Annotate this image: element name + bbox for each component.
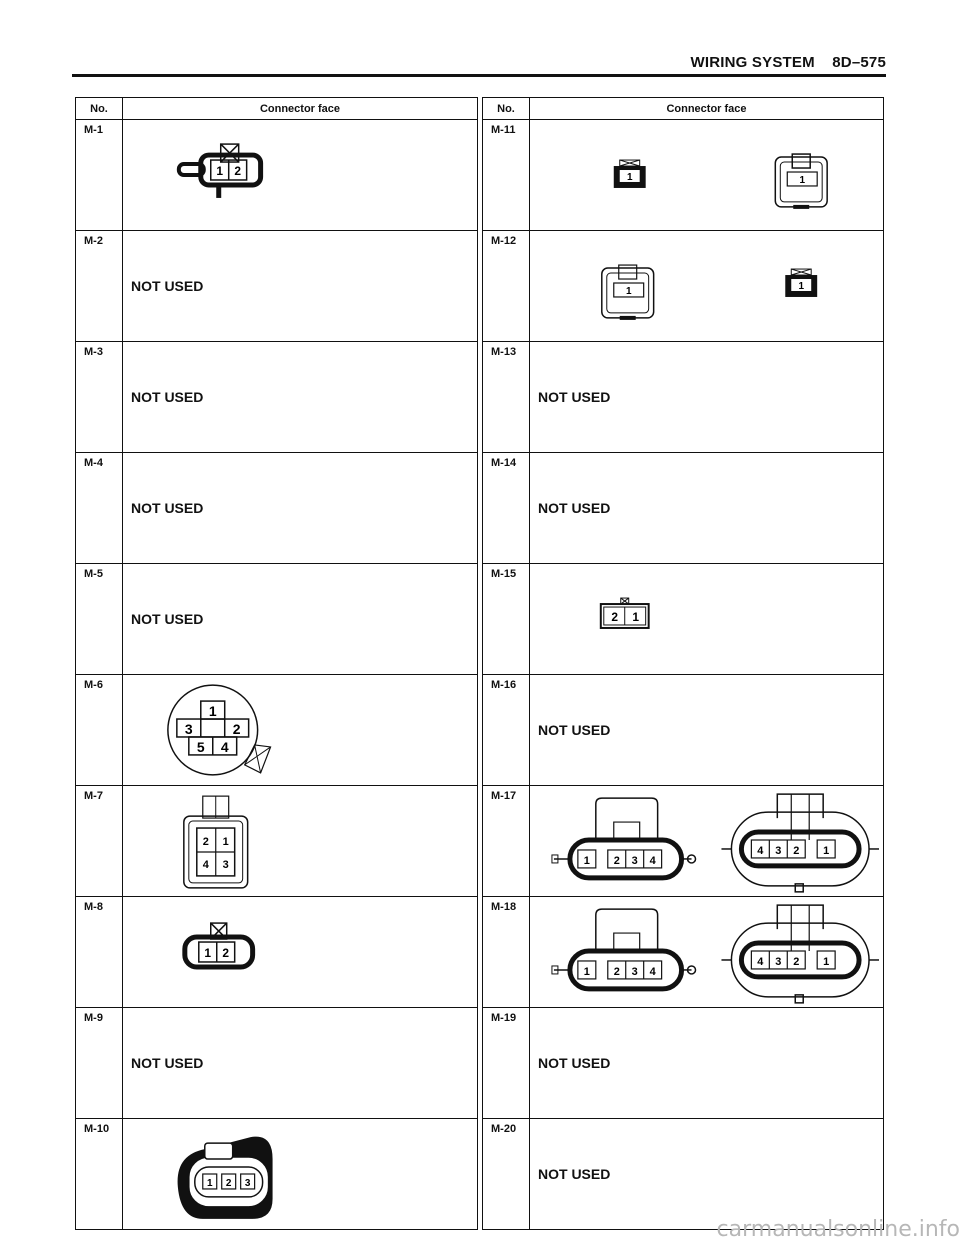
table-row bbox=[76, 1119, 884, 1230]
connector-face-m5 bbox=[123, 564, 478, 675]
connector-id: M-2 bbox=[76, 231, 123, 342]
not-used-label: NOT USED bbox=[538, 1055, 611, 1071]
pin-label: 1 bbox=[632, 609, 640, 624]
connector-5pin-round-icon bbox=[123, 675, 477, 785]
pin-label: 2 bbox=[793, 844, 800, 857]
connector-4pin-pair-icon bbox=[530, 897, 883, 1007]
connector-id: M-15 bbox=[483, 564, 530, 675]
connector-id: M-18 bbox=[483, 897, 530, 1008]
pin-label: 1 bbox=[208, 703, 217, 720]
col-header-no-right: No. bbox=[483, 98, 530, 120]
connector-id: M-14 bbox=[483, 453, 530, 564]
pin-label: 3 bbox=[631, 854, 638, 867]
pin-label: 5 bbox=[196, 738, 205, 755]
connector-id: M-20 bbox=[483, 1119, 530, 1230]
pin-label: 2 bbox=[202, 835, 209, 848]
connector-face-m16 bbox=[530, 675, 884, 786]
table-row bbox=[76, 1008, 884, 1119]
col-header-face-left: Connector face bbox=[123, 98, 478, 120]
connector-table bbox=[75, 97, 884, 1230]
connector-1pin-pair-icon bbox=[530, 120, 883, 230]
connector-2pin-icon bbox=[123, 120, 477, 230]
pin-label: 4 bbox=[202, 858, 209, 871]
connector-face-m1 bbox=[123, 120, 478, 231]
connector-face-m19 bbox=[530, 1008, 884, 1119]
table-row bbox=[76, 897, 884, 1008]
connector-4pin-pair-icon bbox=[530, 786, 883, 896]
connector-id: M-11 bbox=[483, 120, 530, 231]
connector-id: M-19 bbox=[483, 1008, 530, 1119]
connector-2pin-icon bbox=[123, 897, 477, 1007]
connector-face-m15 bbox=[530, 564, 884, 675]
pin-label: 1 bbox=[222, 835, 229, 848]
pin-label: 3 bbox=[222, 858, 229, 871]
connector-id: M-10 bbox=[76, 1119, 123, 1230]
pin-label: 4 bbox=[757, 955, 764, 968]
not-used-label: NOT USED bbox=[131, 278, 204, 294]
connector-face-m4 bbox=[123, 453, 478, 564]
pin-label: 3 bbox=[775, 955, 782, 968]
table-row bbox=[76, 120, 884, 231]
pin-label: 1 bbox=[799, 174, 806, 186]
pin-label: 4 bbox=[649, 854, 656, 867]
pin-label: 2 bbox=[222, 945, 230, 960]
pin-label: 3 bbox=[244, 1177, 251, 1189]
page-header bbox=[72, 50, 886, 77]
connector-id: M-9 bbox=[76, 1008, 123, 1119]
pin-label: 2 bbox=[611, 609, 619, 624]
connector-id: M-8 bbox=[76, 897, 123, 1008]
connector-face-m2 bbox=[123, 231, 478, 342]
watermark: carmanualsonline.info bbox=[716, 1217, 960, 1242]
pin-label: 2 bbox=[225, 1177, 232, 1189]
pin-label: 1 bbox=[204, 945, 212, 960]
pin-label: 2 bbox=[234, 164, 242, 178]
pin-label: 2 bbox=[613, 965, 620, 978]
pin-label: 1 bbox=[625, 285, 632, 297]
pin-label: 2 bbox=[613, 854, 620, 867]
connector-face-m7 bbox=[123, 786, 478, 897]
connector-id: M-1 bbox=[76, 120, 123, 231]
pin-label: 1 bbox=[583, 854, 590, 867]
table-row bbox=[76, 564, 884, 675]
table-row bbox=[76, 675, 884, 786]
pin-label: 3 bbox=[184, 720, 193, 737]
connector-face-m18 bbox=[530, 897, 884, 1008]
pin-label: 1 bbox=[823, 955, 830, 968]
not-used-label: NOT USED bbox=[538, 389, 611, 405]
pin-label: 3 bbox=[631, 965, 638, 978]
connector-id: M-5 bbox=[76, 564, 123, 675]
connector-face-m10 bbox=[123, 1119, 478, 1230]
col-header-no-left: No. bbox=[76, 98, 123, 120]
pin-label: 1 bbox=[823, 844, 830, 857]
not-used-label: NOT USED bbox=[131, 389, 204, 405]
pin-label: 1 bbox=[583, 965, 590, 978]
connector-2pin-icon bbox=[530, 564, 883, 674]
connector-face-m9 bbox=[123, 1008, 478, 1119]
connector-face-m6 bbox=[123, 675, 478, 786]
pin-label: 4 bbox=[649, 965, 656, 978]
not-used-label: NOT USED bbox=[131, 611, 204, 627]
not-used-label: NOT USED bbox=[131, 500, 204, 516]
connector-id: M-3 bbox=[76, 342, 123, 453]
pin-label: 2 bbox=[793, 955, 800, 968]
connector-id: M-12 bbox=[483, 231, 530, 342]
connector-face-m14 bbox=[530, 453, 884, 564]
connector-face-m3 bbox=[123, 342, 478, 453]
table-row bbox=[76, 231, 884, 342]
connector-face-m17 bbox=[530, 786, 884, 897]
connector-1pin-pair-icon bbox=[530, 231, 883, 341]
connector-face-m13 bbox=[530, 342, 884, 453]
connector-id: M-16 bbox=[483, 675, 530, 786]
pin-label: 4 bbox=[220, 738, 229, 755]
connector-face-m12 bbox=[530, 231, 884, 342]
connector-id: M-4 bbox=[76, 453, 123, 564]
table-row bbox=[76, 342, 884, 453]
connector-4pin-icon bbox=[123, 786, 477, 896]
connector-3pin-icon bbox=[123, 1119, 477, 1229]
connector-id: M-17 bbox=[483, 786, 530, 897]
connector-face-m11 bbox=[530, 120, 884, 231]
pin-label: 1 bbox=[798, 280, 805, 292]
connector-face-m8 bbox=[123, 897, 478, 1008]
connector-id: M-13 bbox=[483, 342, 530, 453]
not-used-label: NOT USED bbox=[131, 1055, 204, 1071]
pin-label: 3 bbox=[775, 844, 782, 857]
pin-label: 1 bbox=[626, 171, 633, 183]
table-row bbox=[76, 453, 884, 564]
connector-face-m20 bbox=[530, 1119, 884, 1230]
pin-label: 2 bbox=[232, 720, 241, 737]
connector-id: M-6 bbox=[76, 675, 123, 786]
connector-id: M-7 bbox=[76, 786, 123, 897]
pin-label: 4 bbox=[757, 844, 764, 857]
pin-label: 1 bbox=[216, 164, 224, 178]
pin-label: 1 bbox=[206, 1177, 213, 1189]
not-used-label: NOT USED bbox=[538, 500, 611, 516]
not-used-label: NOT USED bbox=[538, 1166, 611, 1182]
page-title: WIRING SYSTEM 8D–575 bbox=[690, 54, 886, 71]
col-header-face-right: Connector face bbox=[530, 98, 884, 120]
table-row bbox=[76, 786, 884, 897]
not-used-label: NOT USED bbox=[538, 722, 611, 738]
